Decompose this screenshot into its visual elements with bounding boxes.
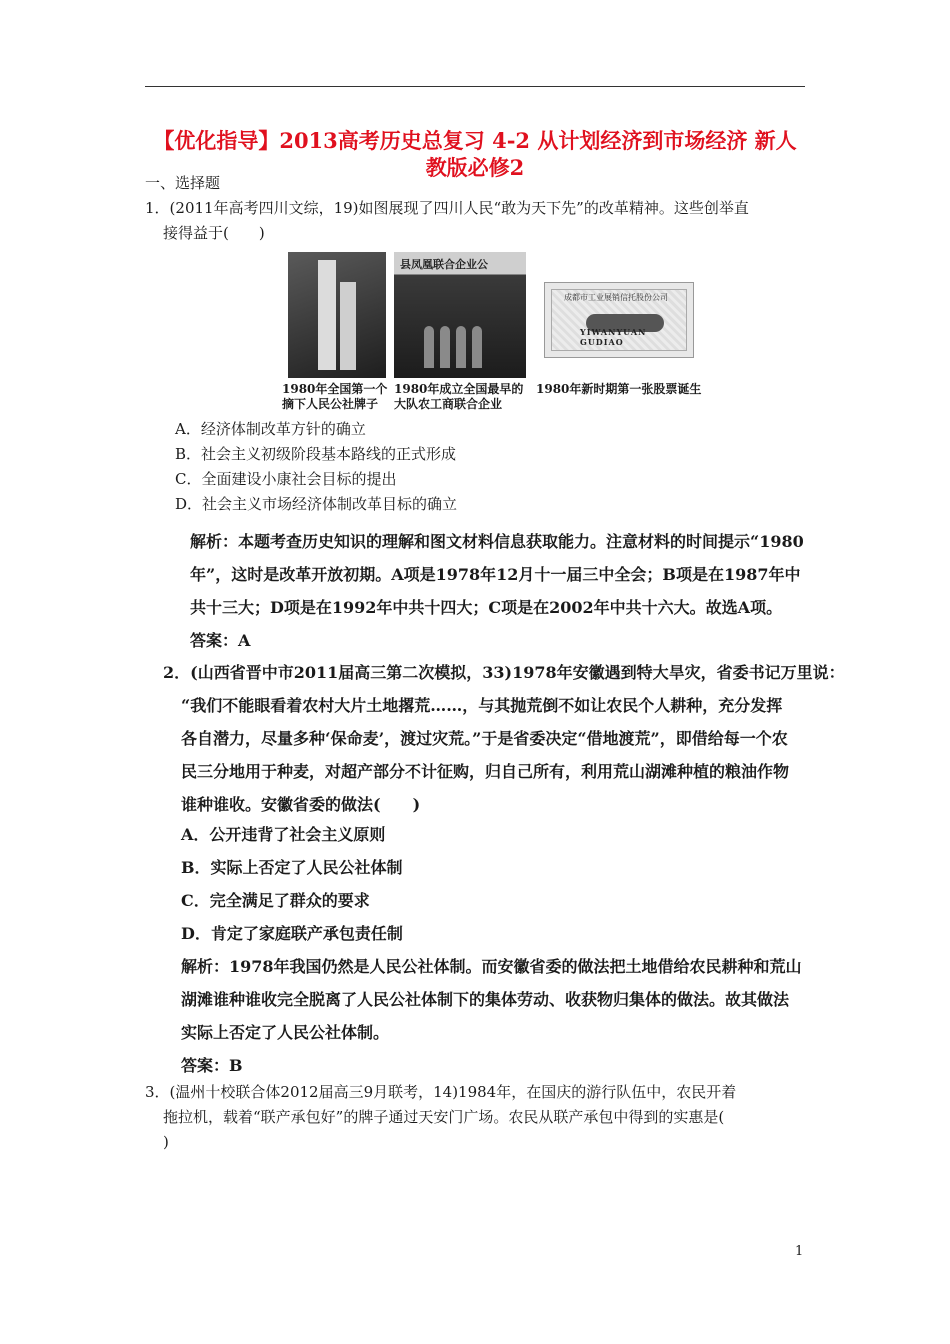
q1-option-c: C．全面建设小康社会目标的提出 bbox=[175, 470, 397, 488]
q1-analysis-line-1: 解析：本题考查历史知识的理解和图文材料信息获取能力。注意材料的时间提示“1980 bbox=[190, 532, 804, 551]
photo-banner-text: 县凤凰联合企业公 bbox=[400, 258, 488, 271]
q1-option-a: A．经济体制改革方针的确立 bbox=[175, 420, 366, 438]
section-heading: 一、选择题 bbox=[145, 174, 221, 192]
q1-option-d: D．社会主义市场经济体制改革目标的确立 bbox=[175, 495, 458, 513]
caption-1: 1980年全国第一个 摘下人民公社牌子 bbox=[282, 382, 388, 411]
q2-stem-line-3: 各自潜力，尽量多种‘保命麦’，渡过灾荒。”于是省委决定“借地渡荒”，即借给每一个农 bbox=[181, 729, 788, 748]
q1-stem-line-2: 接得益于( ) bbox=[163, 224, 265, 242]
q2-analysis-line-2: 湖滩谁种谁收完全脱离了人民公社体制下的集体劳动、收获物归集体的做法。故其做法 bbox=[181, 990, 790, 1009]
q1-analysis-line-3: 共十三大；D项是在1992年中共十四大；C项是在2002年中共十六大。故选A项。 bbox=[190, 598, 783, 617]
caption-2: 1980年成立全国最早的 大队农工商联合企业 bbox=[394, 382, 524, 411]
q2-stem-line-5: 谁种谁收。安徽省委的做法( ) bbox=[181, 795, 421, 814]
q1-figure bbox=[282, 248, 712, 418]
photo-joint-enterprise bbox=[394, 252, 526, 378]
q2-stem-line-2: “我们不能眼看着农村大片土地撂荒……，与其抛荒倒不如让农民个人耕种，充分发挥 bbox=[181, 696, 783, 715]
q2-option-b: B．实际上否定了人民公社体制 bbox=[181, 858, 403, 877]
q2-analysis-line-1: 解析：1978年我国仍然是人民公社体制。而安徽省委的做法把土地借给农民耕种和荒山 bbox=[181, 957, 802, 976]
q2-stem-line-4: 民三分地用于种麦，对超产部分不计征购，归自己所有，利用荒山湖滩种植的粮油作物 bbox=[181, 762, 790, 781]
caption-3: 1980年新时期第一张股票诞生 bbox=[536, 382, 702, 396]
page-number: 1 bbox=[795, 1244, 804, 1259]
stock-footer-text: YIWANYUAN GUDIAO bbox=[580, 327, 647, 347]
header-rule bbox=[145, 86, 805, 87]
q1-option-b: B．社会主义初级阶段基本路线的正式形成 bbox=[175, 445, 457, 463]
photo-stock-certificate bbox=[544, 282, 694, 358]
q2-stem-line-1: 2．(山西省晋中市2011届高三第二次模拟，33)1978年安徽遇到特大旱灾，省委书记万里说： bbox=[163, 663, 845, 682]
stock-header-text: 成都市工业展销信托股份公司 bbox=[564, 293, 668, 302]
q2-option-a: A．公开违背了社会主义原则 bbox=[181, 825, 386, 844]
q3-stem-line-2: 拖拉机，载着“联产承包好”的牌子通过天安门广场。农民从联产承包中得到的实惠是( bbox=[163, 1108, 725, 1126]
title-line-2: 教版必修2 bbox=[425, 155, 525, 180]
photo-commune-sign bbox=[288, 252, 386, 378]
q2-analysis-line-3: 实际上否定了人民公社体制。 bbox=[181, 1023, 390, 1042]
q3-stem-line-3: ) bbox=[163, 1133, 169, 1151]
q2-option-d: D．肯定了家庭联产承包责任制 bbox=[181, 924, 403, 943]
q2-answer: 答案：B bbox=[181, 1056, 243, 1075]
q1-answer: 答案：A bbox=[190, 631, 251, 650]
document-title bbox=[145, 127, 805, 181]
q3-stem-line-1: 3．(温州十校联合体2012届高三9月联考，14)1984年，在国庆的游行队伍中，农民开着 bbox=[145, 1083, 737, 1101]
title-line-1: 【优化指导】2013高考历史总复习 4-2 从计划经济到市场经济 新人 bbox=[153, 128, 797, 153]
q2-option-c: C．完全满足了群众的要求 bbox=[181, 891, 370, 910]
q1-analysis-line-2: 年”，这时是改革开放初期。A项是1978年12月十一届三中全会；B项是在1987年中 bbox=[190, 565, 801, 584]
q1-stem-line-1: 1．(2011年高考四川文综，19)如图展现了四川人民“敢为天下先”的改革精神。这些创举直 bbox=[145, 199, 749, 217]
